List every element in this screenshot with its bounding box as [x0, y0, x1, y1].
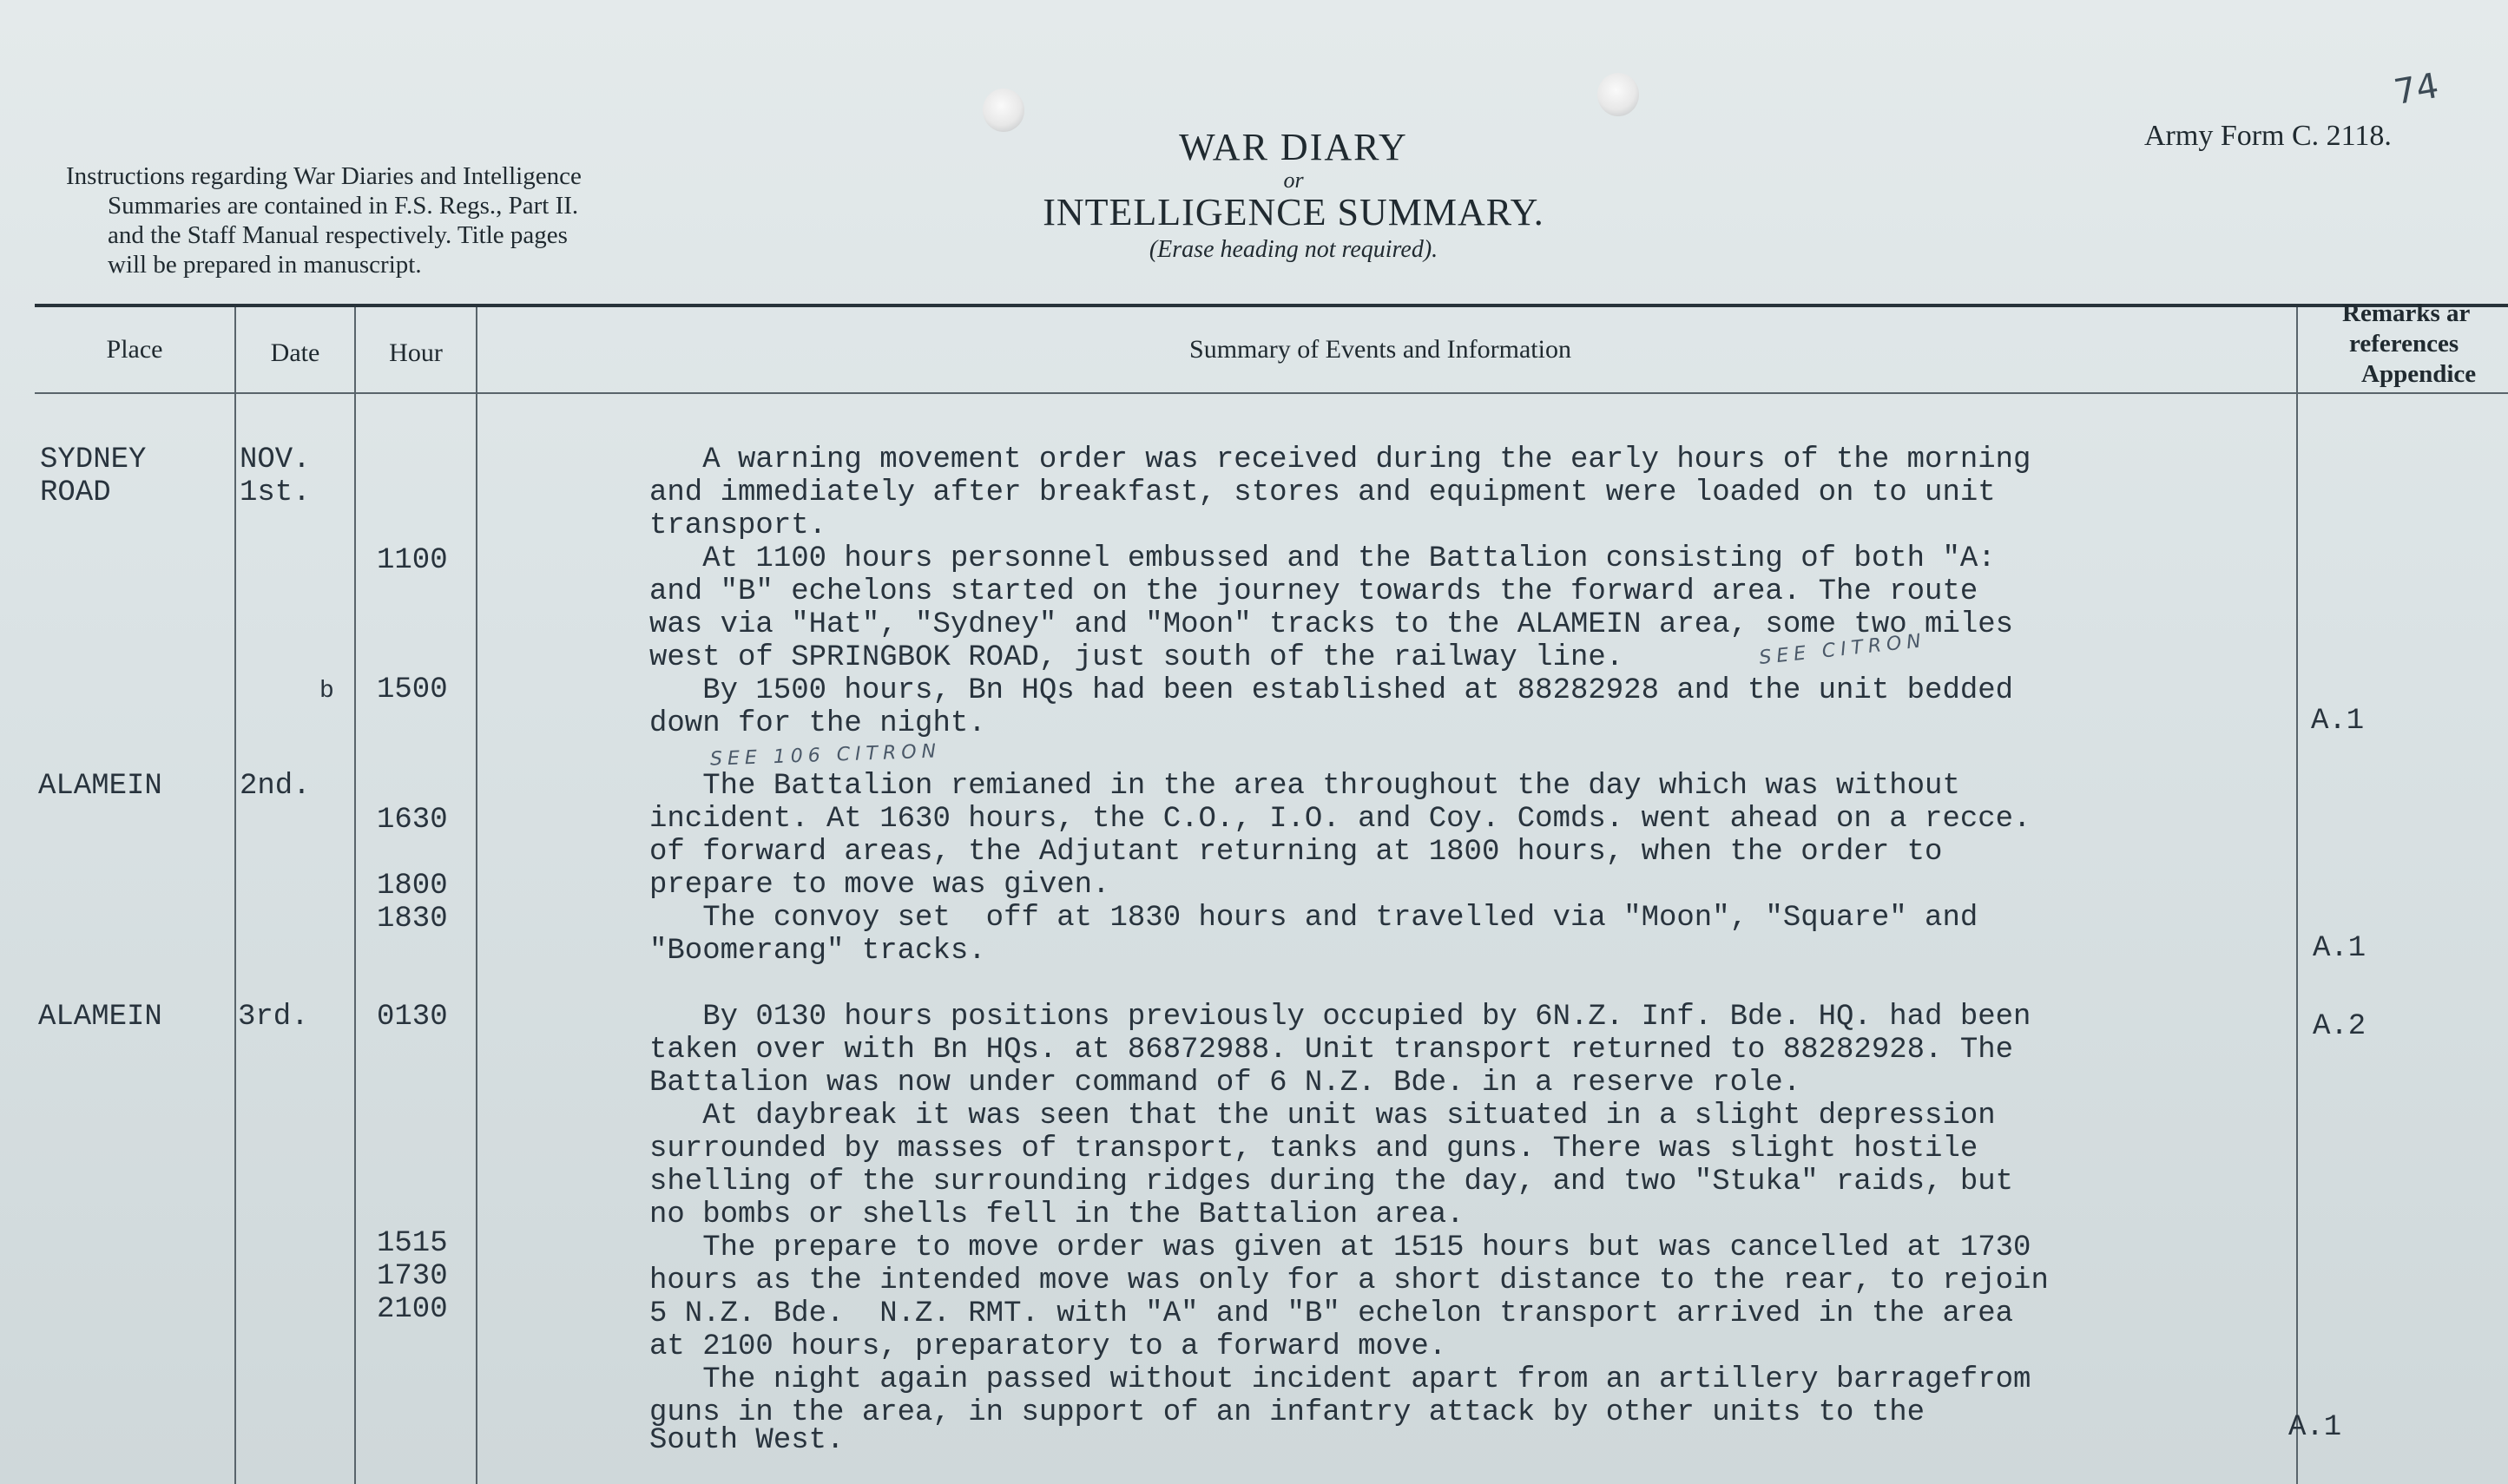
summary-line: A warning movement order was received during the early hours of the morning [649, 443, 2031, 476]
form-title [955, 125, 1632, 264]
hour-entry: 1830 [377, 903, 448, 936]
summary-line: and "B" echelons started on the journey towards the forward area. The route [649, 575, 1978, 608]
hour-entry: 1100 [377, 544, 448, 577]
date-entry: 1st. [240, 476, 311, 509]
remarks-header-line: Appendice [2361, 360, 2477, 388]
summary-line: no bombs or shells fell in the Battalion area. [649, 1198, 1465, 1231]
summary-line: down for the night. [649, 707, 986, 740]
table-header-rule [35, 392, 2508, 394]
summary-line: The convoy set off at 1830 hours and travelled via "Moon", "Square" and [649, 902, 1978, 935]
summary-line: The Battalion remianed in the area throughout the day which was without [649, 770, 1960, 803]
instructions-note [66, 161, 752, 279]
date-entry: NOV. [240, 443, 311, 476]
title-war-diary: WAR DIARY [1179, 126, 1408, 168]
summary-line: west of SPRINGBOK ROAD, just south of the railway line. [649, 641, 1624, 674]
column-divider [2296, 307, 2298, 1484]
hour-entry: 1515 [377, 1227, 448, 1260]
place-entry: ROAD [40, 476, 111, 509]
army-form-number: Army Form C. 2118. [2144, 120, 2392, 152]
remarks-entry: A.1 [2313, 932, 2366, 965]
instructions-line: and the Staff Manual respectively. Title pages [108, 221, 568, 249]
pencil-page-number: 74 [2391, 65, 2442, 114]
column-divider [354, 307, 356, 1484]
column-divider [234, 307, 236, 1484]
summary-line: surrounded by masses of transport, tanks and guns. There was slight hostile [649, 1133, 1978, 1166]
column-header-hour: Hour [389, 338, 443, 367]
margin-mark: b [319, 678, 334, 705]
remarks-entry: A.1 [2288, 1411, 2342, 1444]
punch-hole-right [1597, 73, 1639, 116]
place-entry: ALAMEIN [38, 770, 162, 803]
instructions-line: Summaries are contained in F.S. Regs., Part II. [108, 192, 579, 220]
summary-line: 5 N.Z. Bde. N.Z. RMT. with "A" and "B" echelon transport arrived in the area [649, 1297, 2014, 1330]
summary-line: and immediately after breakfast, stores and equipment were loaded on to unit [649, 476, 1996, 509]
column-header-date: Date [270, 338, 320, 367]
column-header-place: Place [106, 335, 163, 364]
title-erase-note: (Erase heading not required). [1149, 236, 1438, 263]
remarks-entry: A.1 [2311, 705, 2365, 738]
summary-line: The prepare to move order was given at 1515 hours but was cancelled at 1730 [649, 1231, 2031, 1264]
summary-line: hours as the intended move was only for a short distance to the rear, to rejoin [649, 1264, 2049, 1297]
summary-line: prepare to move was given. [649, 869, 1110, 902]
hour-entry: 1800 [377, 870, 448, 903]
summary-line: At daybreak it was seen that the unit was situated in a slight depression [649, 1100, 1996, 1133]
summary-line: was via "Hat", "Sydney" and "Moon" tracks to the ALAMEIN area, some two miles [649, 608, 2014, 641]
table-top-rule [35, 304, 2508, 307]
summary-line: The night again passed without incident apart from an artillery barragefrom [649, 1363, 2031, 1396]
date-entry: 3rd. [238, 1001, 309, 1034]
summary-line: Battalion was now under command of 6 N.Z. Bde. in a reserve role. [649, 1067, 1801, 1100]
summary-line: at 2100 hours, preparatory to a forward move. [649, 1330, 1447, 1363]
summary-line: guns in the area, in support of an infantry attack by other units to the [649, 1396, 1925, 1429]
summary-line: shelling of the surrounding ridges during the day, and two "Stuka" raids, but [649, 1166, 2014, 1198]
instructions-line: will be prepared in manuscript. [108, 251, 422, 279]
remarks-header-line: references [2349, 330, 2459, 358]
hour-entry: 1630 [377, 804, 448, 837]
place-entry: SYDNEY [40, 443, 147, 476]
title-or: or [1283, 167, 1304, 193]
hour-entry: 1500 [377, 673, 448, 706]
instructions-line: Instructions regarding War Diaries and Intelligence [66, 162, 582, 190]
column-header-summary: Summary of Events and Information [1189, 335, 1571, 364]
handwritten-note: SEE 106 CITRON [709, 740, 942, 771]
summary-line: incident. At 1630 hours, the C.O., I.O. and Coy. Comds. went ahead on a recce. [649, 803, 2031, 836]
hour-entry: 0130 [377, 1001, 448, 1034]
date-entry: 2nd. [240, 770, 311, 803]
summary-line: South West. [649, 1424, 845, 1457]
hour-entry: 2100 [377, 1293, 448, 1326]
remarks-entry: A.2 [2313, 1010, 2366, 1043]
summary-line: At 1100 hours personnel embussed and the Battalion consisting of both "A: [649, 542, 1996, 575]
summary-line: taken over with Bn HQs. at 86872988. Unit transport returned to 88282928. The [649, 1034, 2014, 1067]
column-divider [476, 307, 477, 1484]
title-intelligence-summary: INTELLIGENCE SUMMARY. [1043, 191, 1544, 233]
remarks-header-line: Remarks ar [2342, 299, 2471, 327]
place-entry: ALAMEIN [38, 1001, 162, 1034]
summary-line: By 0130 hours positions previously occupied by 6N.Z. Inf. Bde. HQ. had been [649, 1001, 2031, 1034]
summary-line: By 1500 hours, Bn HQs had been established at 88282928 and the unit bedded [649, 674, 2014, 707]
summary-line: transport. [649, 509, 827, 542]
column-header-remarks [2342, 299, 2508, 390]
hour-entry: 1730 [377, 1260, 448, 1293]
summary-line: of forward areas, the Adjutant returning at 1800 hours, when the order to [649, 836, 1943, 869]
handwritten-note: SEE CITRON [1758, 629, 1927, 670]
summary-line: "Boomerang" tracks. [649, 935, 986, 968]
